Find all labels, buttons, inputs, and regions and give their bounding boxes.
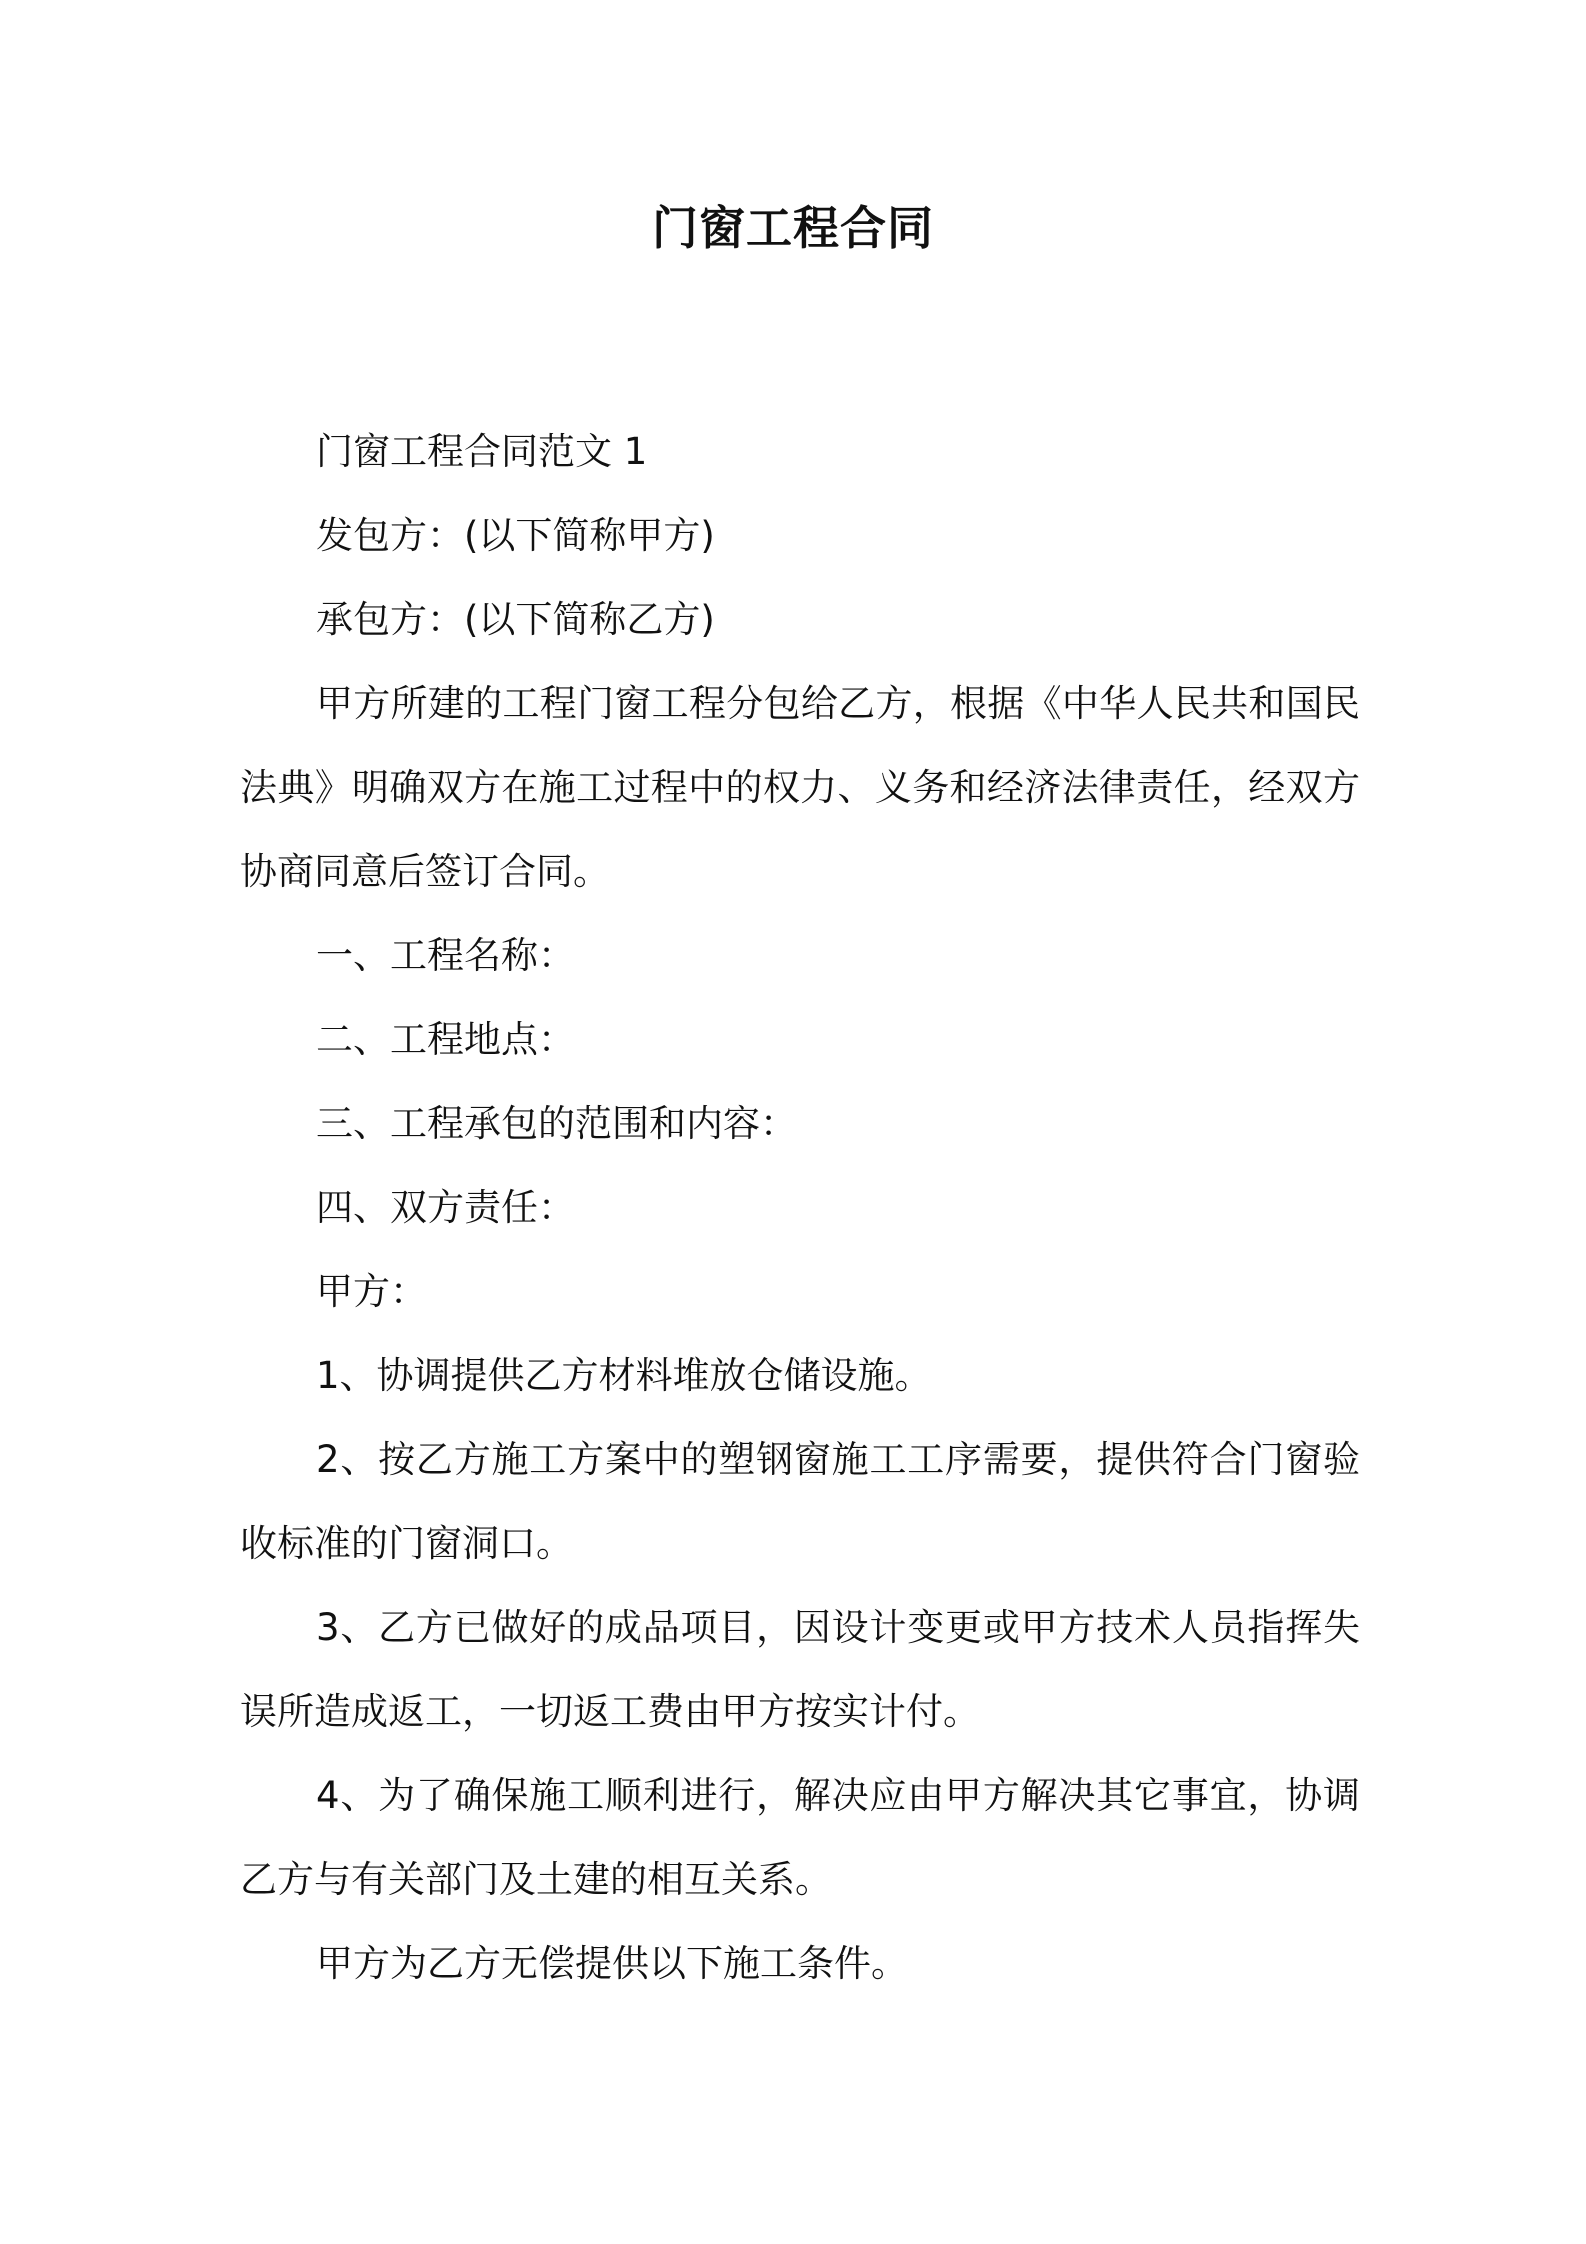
scope-heading: 三、工程承包的范围和内容： [316, 1102, 797, 1145]
document-body [240, 410, 1360, 2006]
clause-1: 1、协调提供乙方材料堆放仓储设施。 [316, 1354, 932, 1397]
party-b-line: 承包方：(以下简称乙方) [316, 598, 715, 641]
party-a-heading: 甲方： [316, 1270, 427, 1313]
clause-4: 4、为了确保施工顺利进行，解决应由甲方解决其它事宜，协调乙方与有关部门及土建的相互关系。 [240, 1774, 1360, 1901]
document-title: 门窗工程合同 [652, 201, 934, 255]
clause-3: 3、乙方已做好的成品项目，因设计变更或甲方技术人员指挥失误所造成返工，一切返工费由甲方按实计付。 [240, 1606, 1360, 1733]
closing-paragraph: 甲方为乙方无偿提供以下施工条件。 [316, 1942, 908, 1985]
project-location-heading: 二、工程地点： [316, 1018, 575, 1061]
clause-2: 2、按乙方施工方案中的塑钢窗施工工序需要，提供符合门窗验收标准的门窗洞口。 [240, 1438, 1360, 1565]
project-name-heading: 一、工程名称： [316, 934, 575, 977]
intro-paragraph: 甲方所建的工程门窗工程分包给乙方，根据《中华人民共和国民法典》明确双方在施工过程中的权力、义务和经济法律责任，经双方协商同意后签订合同。 [240, 682, 1360, 893]
party-a-line: 发包方：(以下简称甲方) [316, 514, 715, 557]
responsibilities-heading: 四、双方责任： [316, 1186, 575, 1229]
subtitle: 门窗工程合同范文 1 [316, 430, 648, 473]
